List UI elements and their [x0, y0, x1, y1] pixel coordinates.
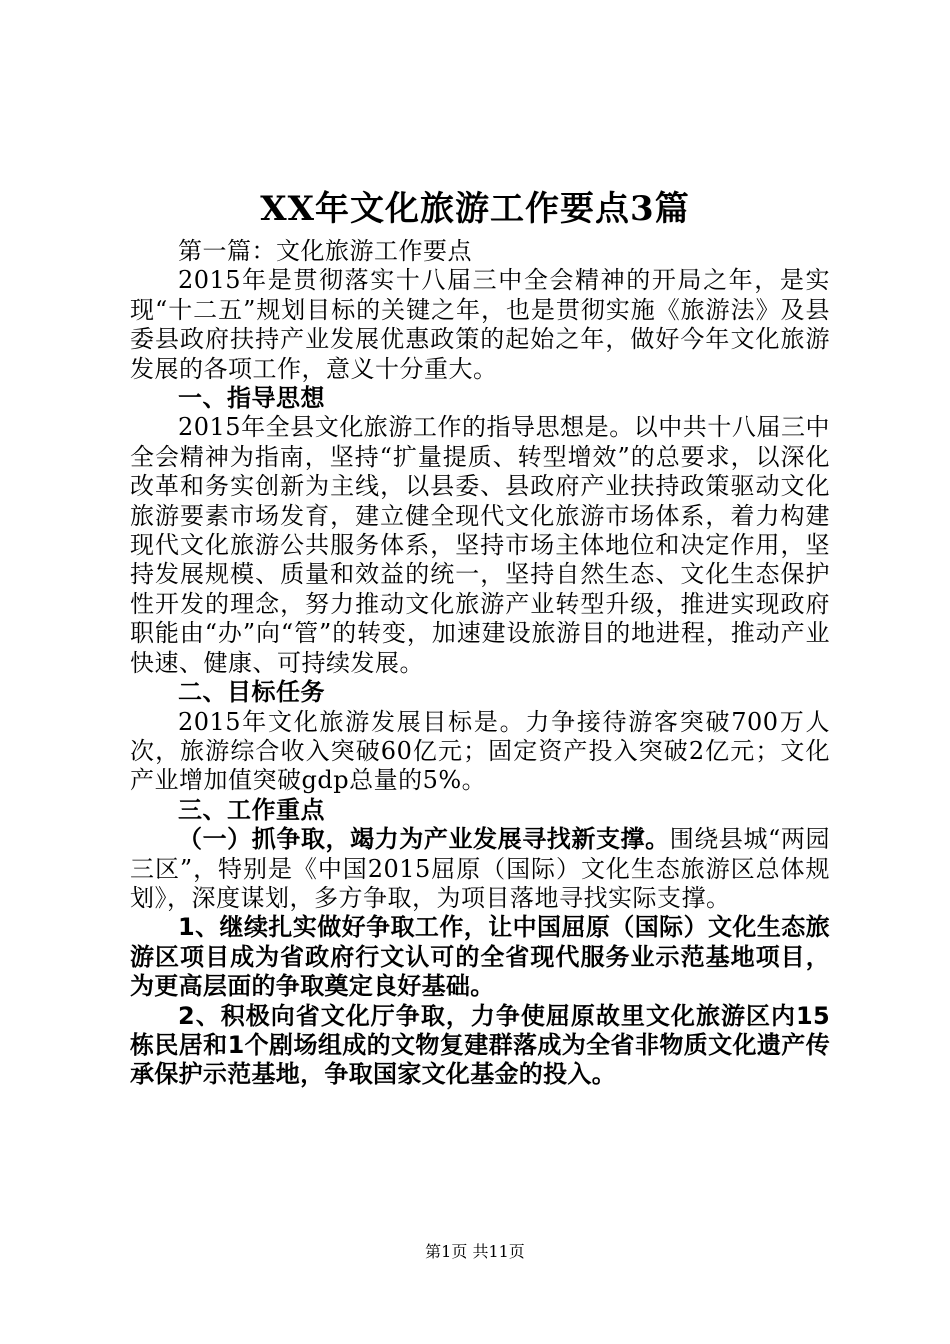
heading-key-work: 三、工作重点	[178, 795, 325, 824]
paragraph-section-title: 第一篇：文化旅游工作要点	[178, 237, 472, 265]
paragraph-guiding-ideology: 2015年全县文化旅游工作的指导思想是。以中共十八届三中全会精神为指南，坚持“扩量提质、转型增效”的总要求，以深化改革和务实创新为主线，以县委、县政府产业扶持政策驱动文化旅游要素市场发育，建立健全现代文化旅游市场体系，着力构建现代文化旅游公共服务体系，坚持市场主体地位和决定作用，坚持发展规模、质量和效益的统一，坚持自然生态、文化生态保护性开发的理念，努力推动文化旅游产业转型升级，推进实现政府职能由“办”向“管”的转变，加速建设旅游目的地进程，推动产业快速、健康、可持续发展。	[130, 413, 830, 677]
paragraph-goals: 2015年文化旅游发展目标是。力争接待游客突破700万人次，旅游综合收入突破60亿元；固定资产投入突破2亿元；文化产业增加值突破gdp总量的5%。	[130, 707, 830, 795]
heading-goals: 二、目标任务	[178, 678, 325, 707]
paragraph-item-2: 2、积极向省文化厅争取，力争使屈原故里文化旅游区内15栋民居和1个剧场组成的文物复建群落成为全省非物质文化遗产传承保护示范基地，争取国家文化基金的投入。	[130, 1001, 830, 1089]
paragraph-intro: 2015年是贯彻落实十八届三中全会精神的开局之年，是实现“十二五”规划目标的关键之年，也是贯彻实施《旅游法》及县委县政府扶持产业发展优惠政策的起始之年，做好今年文化旅游发展的各项工作，意义十分重大。	[130, 266, 830, 383]
document-title: XX年文化旅游工作要点3篇	[260, 189, 690, 229]
paragraph-body-text: 围绕县城“两园三区”，特别是《中国2015屈原（国际）文化生态旅游区总体规划》，深度谋划，多方争取，为项目落地寻找实际支撑。	[130, 825, 831, 912]
page-footer: 第1页 共11页	[425, 1242, 525, 1261]
paragraph-item-1: 1、继续扎实做好争取工作，让中国屈原（国际）文化生态旅游区项目成为省政府行文认可的全省现代服务业示范基地项目，为更高层面的争取奠定良好基础。	[130, 913, 830, 1001]
paragraph-lead-text: （一）抓争取，竭力为产业发展寻找新支撑。	[178, 825, 670, 854]
document-body	[130, 237, 830, 1090]
paragraph-key-work-1	[130, 825, 830, 913]
heading-guiding-ideology: 一、指导思想	[178, 384, 325, 413]
